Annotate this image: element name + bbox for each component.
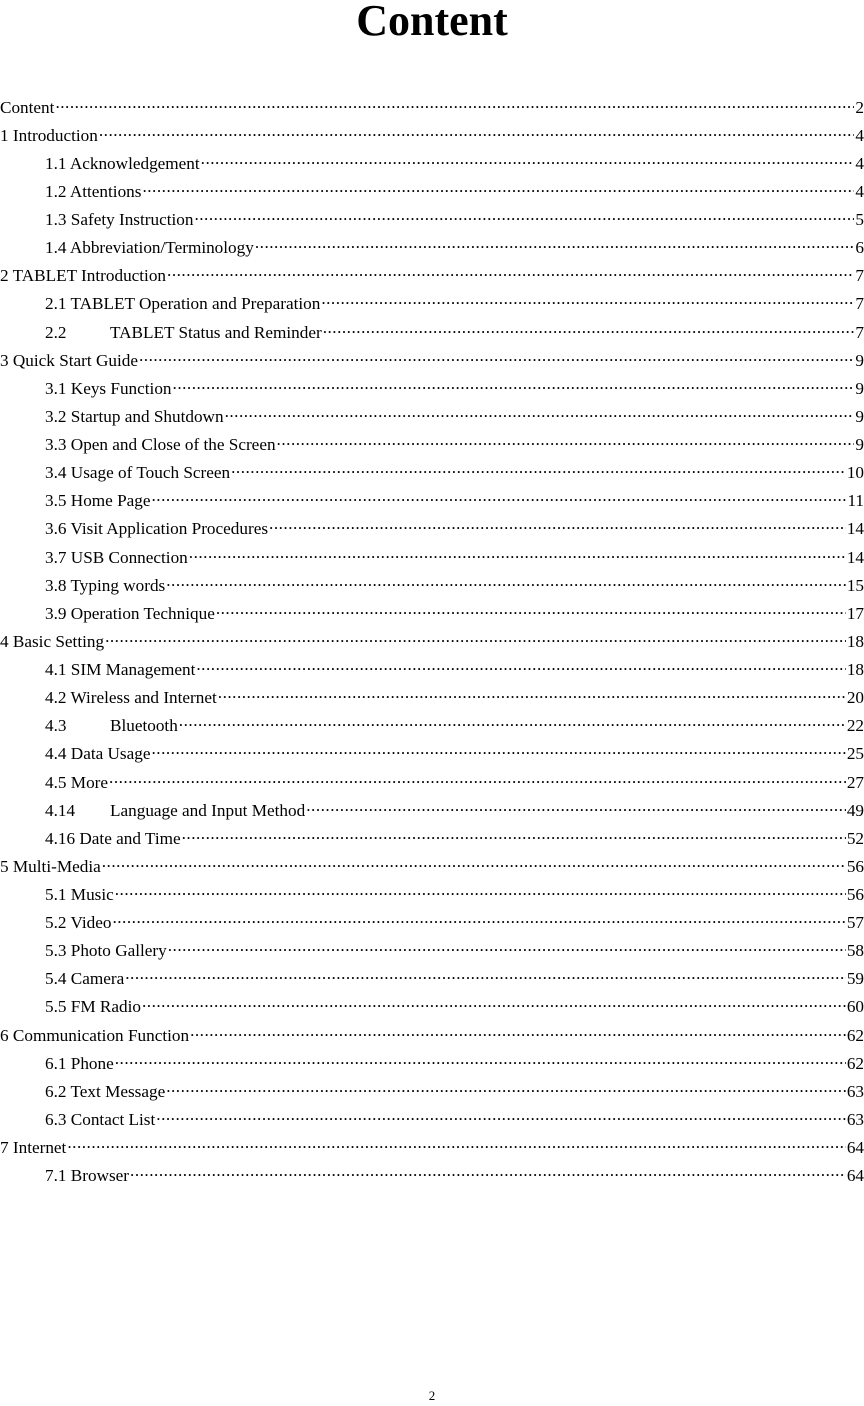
- toc-entry-label: 3.3 Open and Close of the Screen: [45, 435, 276, 455]
- toc-entry-page: 5: [855, 210, 864, 230]
- toc-entry-title: [45, 712, 178, 740]
- toc-entry-title: [45, 740, 150, 768]
- toc-entry-title: [45, 375, 172, 403]
- toc-entry-page: 7: [855, 266, 864, 286]
- toc-entry[interactable]: [0, 626, 864, 654]
- toc-entry-page: 27: [846, 772, 864, 792]
- toc-entry-title: [45, 178, 141, 206]
- toc-entry-label: 4.2 Wireless and Internet: [45, 688, 217, 708]
- toc-dot-leader: [225, 401, 855, 422]
- toc-entry[interactable]: [45, 542, 864, 570]
- toc-entry-label: 6.1 Phone: [45, 1053, 114, 1073]
- toc-entry-number: 4.14: [45, 800, 76, 820]
- toc-entry-title: [45, 965, 124, 993]
- toc-entry[interactable]: [45, 570, 864, 598]
- toc-dot-leader: [182, 823, 846, 844]
- toc-entry-page: 63: [846, 1109, 864, 1129]
- toc-entry-label: 6.3 Contact List: [45, 1109, 156, 1129]
- toc-entry[interactable]: [45, 907, 864, 935]
- toc-dot-leader: [196, 654, 845, 675]
- toc-dot-leader: [105, 626, 846, 647]
- toc-dot-leader: [173, 373, 855, 394]
- toc-entry[interactable]: [45, 992, 864, 1020]
- page-title: Content: [356, 0, 508, 45]
- toc-entry-label: 3.4 Usage of Touch Screen: [45, 463, 231, 483]
- toc-dot-leader: [277, 429, 855, 450]
- toc-entry-label: 1 Introduction: [0, 125, 98, 145]
- toc-entry-title: [0, 94, 54, 122]
- toc-entry[interactable]: [45, 795, 864, 823]
- toc-dot-leader: [151, 739, 845, 760]
- toc-entry-page: 62: [846, 1053, 864, 1073]
- toc-entry-label: 1.3 Safety Instruction: [45, 210, 194, 230]
- toc-entry-page: 9: [855, 406, 864, 426]
- toc-entry-title: [45, 1078, 165, 1106]
- toc-entry-label: 4.5 More: [45, 772, 109, 792]
- toc-entry[interactable]: [45, 176, 864, 204]
- toc-entry-title: [45, 1106, 155, 1134]
- toc-entry[interactable]: [45, 1076, 864, 1104]
- toc-entry-label: 2.1 TABLET Operation and Preparation: [45, 294, 321, 314]
- toc-entry-title: [0, 1134, 66, 1162]
- toc-entry-label: 3.9 Operation Technique: [45, 603, 215, 623]
- toc-entry-label: 2 TABLET Introduction: [0, 266, 167, 286]
- toc-entry-page: 64: [846, 1166, 864, 1186]
- toc-entry[interactable]: [0, 1020, 864, 1048]
- toc-entry-page: 59: [846, 969, 864, 989]
- toc-entry-label: 3.8 Typing words: [45, 575, 166, 595]
- toc-entry-label: 6 Communication Function: [0, 1025, 190, 1045]
- toc-entry[interactable]: [45, 148, 864, 176]
- toc-entry[interactable]: [45, 711, 864, 739]
- toc-entry-title: [45, 544, 188, 572]
- toc-dot-leader: [306, 795, 846, 816]
- toc-entry-label: 5.2 Video: [45, 913, 112, 933]
- toc-entry-label: 5.5 FM Radio: [45, 997, 141, 1017]
- toc-entry[interactable]: [45, 1048, 864, 1076]
- toc-entry[interactable]: [45, 373, 864, 401]
- toc-entry-title: [45, 881, 114, 909]
- toc-entry-number: 2.2: [45, 322, 67, 342]
- toc-entry-page: 57: [846, 913, 864, 933]
- toc-dot-leader: [102, 851, 846, 872]
- toc-entry-page: 58: [846, 941, 864, 961]
- toc-entry-page: 60: [846, 997, 864, 1017]
- toc-entry-page: 2: [855, 97, 864, 117]
- toc-entry-page: 10: [846, 463, 864, 483]
- toc-dot-leader: [255, 233, 855, 254]
- toc-entry-label: 3.5 Home Page: [45, 491, 151, 511]
- toc-entry-page: 4: [855, 153, 864, 173]
- toc-dot-leader: [218, 683, 846, 704]
- toc-entry[interactable]: [45, 401, 864, 429]
- toc-entry-page: 18: [846, 631, 864, 651]
- toc-dot-leader: [166, 570, 846, 591]
- toc-dot-leader: [139, 345, 854, 366]
- toc-entry-label: 4.1 SIM Management: [45, 660, 196, 680]
- toc-entry-page: 14: [846, 547, 864, 567]
- toc-entry-page: 14: [846, 519, 864, 539]
- toc-entry-title: [45, 290, 320, 318]
- toc-dot-leader: [201, 148, 855, 169]
- toc-entry-title: [45, 234, 254, 262]
- toc-dot-leader: [142, 992, 846, 1013]
- toc-entry-title: [45, 769, 108, 797]
- toc-dot-leader: [115, 879, 846, 900]
- toc-entry-page: 4: [855, 125, 864, 145]
- toc-entry-page: 17: [846, 603, 864, 623]
- toc-dot-leader: [190, 1020, 846, 1041]
- toc-entry-page: 62: [846, 1025, 864, 1045]
- toc-dot-leader: [323, 317, 855, 338]
- toc-dot-leader: [156, 1104, 846, 1125]
- toc-dot-leader: [130, 1161, 846, 1182]
- toc-entry[interactable]: [45, 458, 864, 486]
- toc-entry-title: [0, 262, 166, 290]
- toc-entry-page: 9: [855, 350, 864, 370]
- toc-entry-page: 56: [846, 856, 864, 876]
- toc-entry[interactable]: [45, 486, 864, 514]
- toc-entry[interactable]: [45, 767, 864, 795]
- toc-entry-page: 9: [855, 435, 864, 455]
- toc-entry-title: [45, 431, 276, 459]
- toc-dot-leader: [67, 1132, 845, 1153]
- toc-dot-leader: [99, 120, 855, 141]
- toc-entry-label: 3.7 USB Connection: [45, 547, 188, 567]
- toc-entry-title: [45, 797, 305, 825]
- toc-entry-title: [45, 1162, 129, 1190]
- toc-entry-label: 3.1 Keys Function: [45, 378, 172, 398]
- toc-entry-page: 20: [846, 688, 864, 708]
- toc-entry[interactable]: [45, 823, 864, 851]
- toc-entry-page: 15: [846, 575, 864, 595]
- toc-dot-leader: [167, 261, 854, 282]
- toc-entry-title: [45, 1050, 114, 1078]
- toc-entry-title: [45, 206, 193, 234]
- toc-entry-page: 7: [855, 322, 864, 342]
- toc-dot-leader: [189, 542, 846, 563]
- toc-entry-page: 18: [846, 660, 864, 680]
- toc-entry-label: 4.16 Date and Time: [45, 828, 181, 848]
- toc-dot-leader: [142, 176, 854, 197]
- toc-dot-leader: [109, 767, 846, 788]
- toc-entry-label: 5.3 Photo Gallery: [45, 941, 167, 961]
- toc-entry-title: [45, 515, 268, 543]
- toc-entry-label: 1.4 Abbreviation/Terminology: [45, 238, 254, 258]
- toc-entry-title: [45, 459, 230, 487]
- toc-entry-page: 4: [855, 181, 864, 201]
- toc-entry-title: [45, 656, 195, 684]
- toc-entry-page: 52: [846, 828, 864, 848]
- toc-entry[interactable]: [45, 429, 864, 457]
- toc-entry[interactable]: [45, 654, 864, 682]
- toc-entry[interactable]: [45, 514, 864, 542]
- toc-dot-leader: [166, 1076, 846, 1097]
- toc-entry[interactable]: [45, 964, 864, 992]
- toc-entry-label: Content: [0, 97, 55, 117]
- toc-entry-title: [0, 122, 98, 150]
- toc-entry-number: 4.3: [45, 716, 67, 736]
- toc-dot-leader: [112, 907, 845, 928]
- toc-entry[interactable]: [45, 204, 864, 232]
- toc-entry-title: [0, 853, 101, 881]
- toc-dot-leader: [168, 936, 846, 957]
- toc-entry-label: 3.6 Visit Application Procedures: [45, 519, 269, 539]
- toc-entry-title: [45, 825, 181, 853]
- toc-entry-label: Bluetooth: [110, 716, 178, 736]
- toc-entry-label: 3 Quick Start Guide: [0, 350, 138, 370]
- toc-entry-label: 3.2 Startup and Shutdown: [45, 406, 224, 426]
- toc-entry-label: 1.2 Attentions: [45, 181, 142, 201]
- toc-entry-label: Language and Input Method: [110, 800, 306, 820]
- toc-entry-label: 4.4 Data Usage: [45, 744, 151, 764]
- toc-entry[interactable]: [45, 936, 864, 964]
- toc-entry-page: 7: [855, 294, 864, 314]
- toc-entry-label: 5.1 Music: [45, 884, 114, 904]
- toc-entry[interactable]: [45, 879, 864, 907]
- toc-entry[interactable]: [0, 261, 864, 289]
- toc-entry-label: 7 Internet: [0, 1138, 67, 1158]
- toc-dot-leader: [152, 486, 847, 507]
- toc-entry[interactable]: [0, 851, 864, 879]
- toc-entry-page: 56: [846, 884, 864, 904]
- toc-entry[interactable]: [45, 1161, 864, 1189]
- toc-entry-page: 63: [846, 1081, 864, 1101]
- toc-entry[interactable]: [45, 233, 864, 261]
- toc-dot-leader: [125, 964, 846, 985]
- toc-entry-title: [45, 937, 167, 965]
- toc-entry-page: 49: [846, 800, 864, 820]
- toc-entry-title: [0, 347, 138, 375]
- page-number: 2: [428, 1388, 436, 1403]
- toc-entry-title: [45, 993, 141, 1021]
- toc-entry[interactable]: [45, 317, 864, 345]
- toc-entry-title: [45, 403, 224, 431]
- toc-entry[interactable]: [45, 289, 864, 317]
- toc-dot-leader: [115, 1048, 846, 1069]
- toc-entry-title: [0, 628, 104, 656]
- toc-entry-label: 7.1 Browser: [45, 1166, 130, 1186]
- toc-entry-title: [45, 684, 217, 712]
- toc-entry[interactable]: [0, 1132, 864, 1160]
- toc-entry-title: [0, 1022, 189, 1050]
- toc-entry[interactable]: [45, 739, 864, 767]
- toc-entry[interactable]: [45, 1104, 864, 1132]
- toc-entry-title: [45, 150, 200, 178]
- toc-entry-title: [45, 319, 322, 347]
- toc-dot-leader: [194, 204, 854, 225]
- toc-entry-title: [45, 909, 111, 937]
- toc-entry-label: 5 Multi-Media: [0, 856, 101, 876]
- toc-entry-page: 11: [847, 491, 864, 511]
- toc-dot-leader: [231, 458, 846, 479]
- toc-entry[interactable]: [45, 683, 864, 711]
- toc-entry-label: 5.4 Camera: [45, 969, 125, 989]
- toc-entry[interactable]: [0, 120, 864, 148]
- toc-entry-page: 25: [846, 744, 864, 764]
- toc-dot-leader: [321, 289, 854, 310]
- toc-entry-page: 6: [855, 238, 864, 258]
- toc-entry-label: 1.1 Acknowledgement: [45, 153, 200, 173]
- toc-entry-label: 6.2 Text Message: [45, 1081, 166, 1101]
- toc-dot-leader: [269, 514, 846, 535]
- toc-entry[interactable]: [0, 345, 864, 373]
- toc-entry[interactable]: [0, 92, 864, 120]
- toc-dot-leader: [55, 92, 854, 113]
- toc-entry[interactable]: [45, 598, 864, 626]
- toc-dot-leader: [216, 598, 846, 619]
- toc-entry-label: TABLET Status and Reminder: [110, 322, 322, 342]
- toc-entry-title: [45, 572, 165, 600]
- toc-entry-page: 64: [846, 1138, 864, 1158]
- toc-entry-label: 4 Basic Setting: [0, 631, 105, 651]
- toc-entry-title: [45, 487, 151, 515]
- toc-entry-page: 9: [855, 378, 864, 398]
- toc-entry-title: [45, 600, 215, 628]
- toc-entry-page: 22: [846, 716, 864, 736]
- toc-dot-leader: [179, 711, 846, 732]
